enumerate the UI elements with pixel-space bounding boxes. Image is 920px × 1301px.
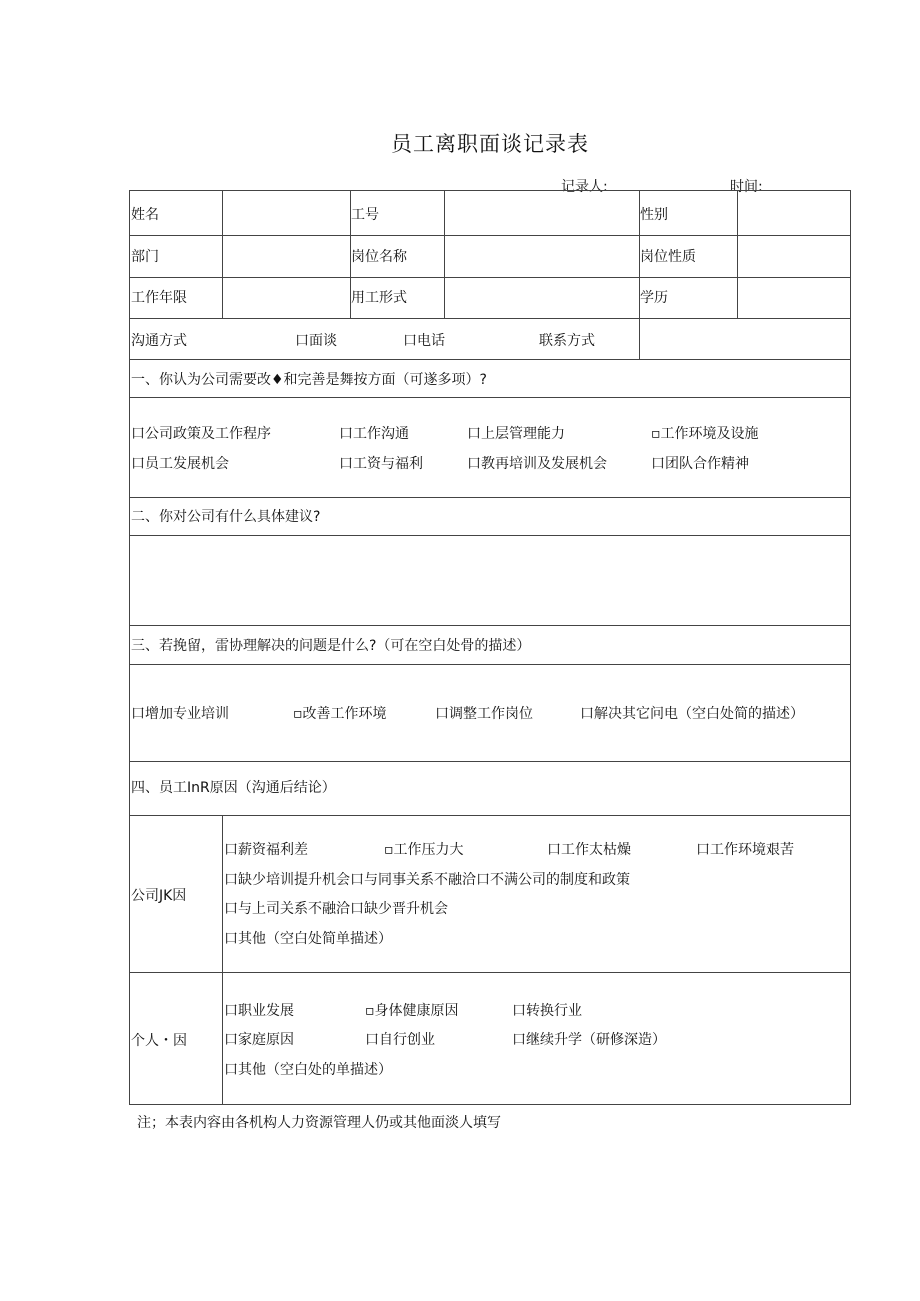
col-divider <box>737 191 738 318</box>
row-divider <box>130 815 850 816</box>
option-low-salary[interactable]: 口薪资福利差 <box>224 842 308 858</box>
option-company-other[interactable]: 口其他（空白处简单描述） <box>224 931 392 947</box>
option-adjust-position[interactable]: 口调整工作岗位 <box>435 706 533 722</box>
face-to-face-checkbox[interactable]: 口面谈 <box>295 333 337 349</box>
contact-label: 联系方式 <box>539 333 595 349</box>
option-training[interactable]: 口教再培训及发展机会 <box>467 456 607 472</box>
col-divider <box>222 815 223 1105</box>
row-divider <box>130 277 850 278</box>
education-label: 学历 <box>640 290 668 306</box>
option-supervisor-promotion[interactable]: 口与上司关系不融洽口缺少晋升机会 <box>224 901 448 917</box>
row-divider <box>130 235 850 236</box>
option-policy[interactable]: 口公司政策及工作程序 <box>131 426 271 442</box>
row-divider <box>130 664 850 665</box>
exit-interview-form <box>129 190 851 1105</box>
row-divider <box>130 318 850 319</box>
position-type-label: 岗位性质 <box>640 249 696 265</box>
option-further-study[interactable]: 口继续升学（研修深造） <box>512 1032 666 1048</box>
years-label: 工作年限 <box>131 290 187 306</box>
option-add-training[interactable]: 口增加专业培训 <box>131 706 229 722</box>
option-boring-work[interactable]: 口工作太枯燥 <box>547 842 631 858</box>
option-management[interactable]: 口上层管理能力 <box>467 426 565 442</box>
option-improve-environment[interactable]: ▫改善工作环境 <box>293 706 387 722</box>
row-divider <box>130 761 850 762</box>
option-other-problem[interactable]: 口解决其它问电（空白处简的描述） <box>580 706 804 722</box>
option-family[interactable]: 口家庭原因 <box>224 1032 294 1048</box>
section4-question: 四、员工InR原因（沟通后结论） <box>131 780 336 796</box>
option-salary[interactable]: 口工资与福利 <box>339 456 423 472</box>
section2-question: 二、你对公司有什么具体建议? <box>131 509 321 525</box>
section3-question: 三、若挽留，雷协理解决的问题是什么?（可在空白处骨的描述） <box>131 638 531 654</box>
company-reasons-label: 公司JK因 <box>131 888 187 904</box>
section1-question: 一、你认为公司需要改♦和完善是舞按方面（可遂多项）? <box>131 372 487 388</box>
option-startup[interactable]: 口自行创业 <box>365 1032 435 1048</box>
row-divider <box>130 359 850 360</box>
personal-reasons-label: 个人・因 <box>131 1033 187 1049</box>
row-divider <box>130 535 850 536</box>
page-title: 员工离职面谈记录表 <box>391 132 589 156</box>
row-divider <box>130 625 850 626</box>
recorder-label: 记录人: <box>561 179 608 195</box>
option-career[interactable]: 口职业发展 <box>224 1003 294 1019</box>
option-high-pressure[interactable]: ▫工作压力大 <box>384 842 464 858</box>
name-label: 姓名 <box>131 207 159 223</box>
option-development[interactable]: 口员工发展机会 <box>131 456 229 472</box>
footer-note: 注；本表内容由各机构人力资源管理人仍或其他面淡人填写 <box>137 1115 501 1131</box>
option-training-colleagues-policy[interactable]: 口缺少培训提升机会口与同事关系不融洽口不满公司的制度和政策 <box>224 872 630 888</box>
department-label: 部门 <box>131 249 159 265</box>
suggestion-area[interactable] <box>131 537 849 623</box>
option-personal-other[interactable]: 口其他（空白处的单描述） <box>224 1062 392 1078</box>
gender-label: 性别 <box>640 207 668 223</box>
employee-id-label: 工号 <box>351 207 379 223</box>
option-hard-environment[interactable]: 口工作环境艰苦 <box>696 842 794 858</box>
position-label: 岗位名称 <box>351 249 407 265</box>
col-divider <box>222 191 223 318</box>
option-communication[interactable]: 口工作沟通 <box>339 426 409 442</box>
time-label: 时间: <box>730 179 763 195</box>
option-change-industry[interactable]: 口转换行业 <box>512 1003 582 1019</box>
communication-method-label: 沟通方式 <box>131 333 187 349</box>
employment-type-label: 用工形式 <box>351 290 407 306</box>
option-environment[interactable]: ▫工作环境及设施 <box>651 426 759 442</box>
option-teamwork[interactable]: 口团队合作精神 <box>651 456 749 472</box>
row-divider <box>130 972 850 973</box>
col-divider <box>444 191 445 318</box>
phone-checkbox[interactable]: 口电话 <box>403 333 445 349</box>
row-divider <box>130 397 850 398</box>
option-health[interactable]: ▫身体健康原因 <box>365 1003 459 1019</box>
row-divider <box>130 497 850 498</box>
